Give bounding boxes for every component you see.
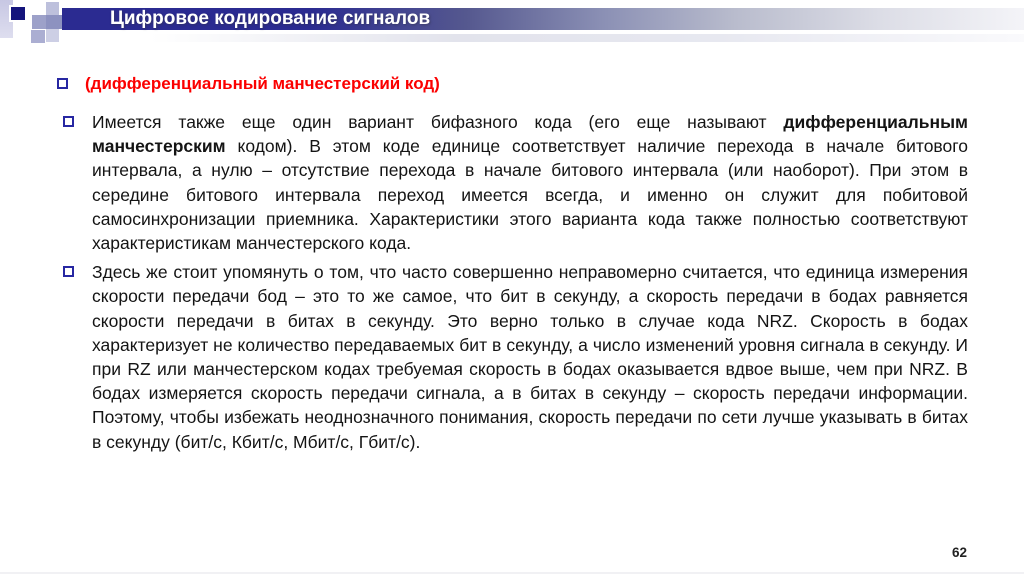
deco-square-icon	[46, 15, 63, 29]
header-echo-bar	[150, 34, 1024, 42]
deco-square-icon	[31, 30, 45, 43]
paragraph	[92, 110, 968, 255]
paragraph	[92, 260, 968, 454]
paragraph-text: Здесь же стоит упомянуть о том, что часто совершенно неправомерно считается, что единица измерения скорости передачи бод – это то же самое, что бит в секунду, а скорость передачи в бодах равняется скорости передачи в битах в секунду. Это верно только в случае кода NRZ. Скорость в бодах характеризует не количество передаваемых бит в секунду, а число изменений уровня сигнала в секунду. И при RZ или манчестерском кодах требуемая скорость в бодах оказывается вдвое выше, чем при NRZ. В бодах измеряется скорость передачи сигнала, а в битах в секунду – скорость передачи информации. Поэтому, чтобы избежать неоднозначного понимания, скорость передачи по сети лучше указывать в битах в секунду (бит/с, Кбит/с, Мбит/с, Гбит/с).	[92, 262, 968, 452]
paragraph-text-bold: дифференциальным манчестерским	[92, 112, 968, 157]
paragraph-text: Имеется также еще один вариант бифазного кода (его еще называют	[92, 112, 784, 132]
deco-square-icon	[9, 5, 27, 22]
deco-square-icon	[46, 29, 59, 42]
section-heading: (дифференциальный манчестерский код)	[85, 74, 440, 93]
section-heading-row	[57, 74, 440, 94]
square-bullet-icon	[57, 78, 68, 89]
square-bullet-icon	[63, 116, 74, 127]
paragraph-text: кодом). В этом коде единице соответствует наличие перехода в начале битового интервала, а нулю – отсутствие перехода в начале битового интервала (или наоборот). При этом в середине битового интервала переход имеется всегда, и именно он служит для побитовой самосинхронизации приемника. Характеристики этого варианта кода также полностью соответствуют характеристикам манчестерского кода.	[92, 136, 968, 254]
page-number: 62	[951, 545, 967, 560]
header-bar	[62, 8, 1024, 30]
slide-title: Цифровое кодирование сигналов	[110, 8, 431, 29]
deco-square-icon	[32, 15, 46, 29]
square-bullet-icon	[63, 266, 74, 277]
body-text-column	[92, 110, 968, 459]
deco-square-icon	[46, 2, 59, 15]
